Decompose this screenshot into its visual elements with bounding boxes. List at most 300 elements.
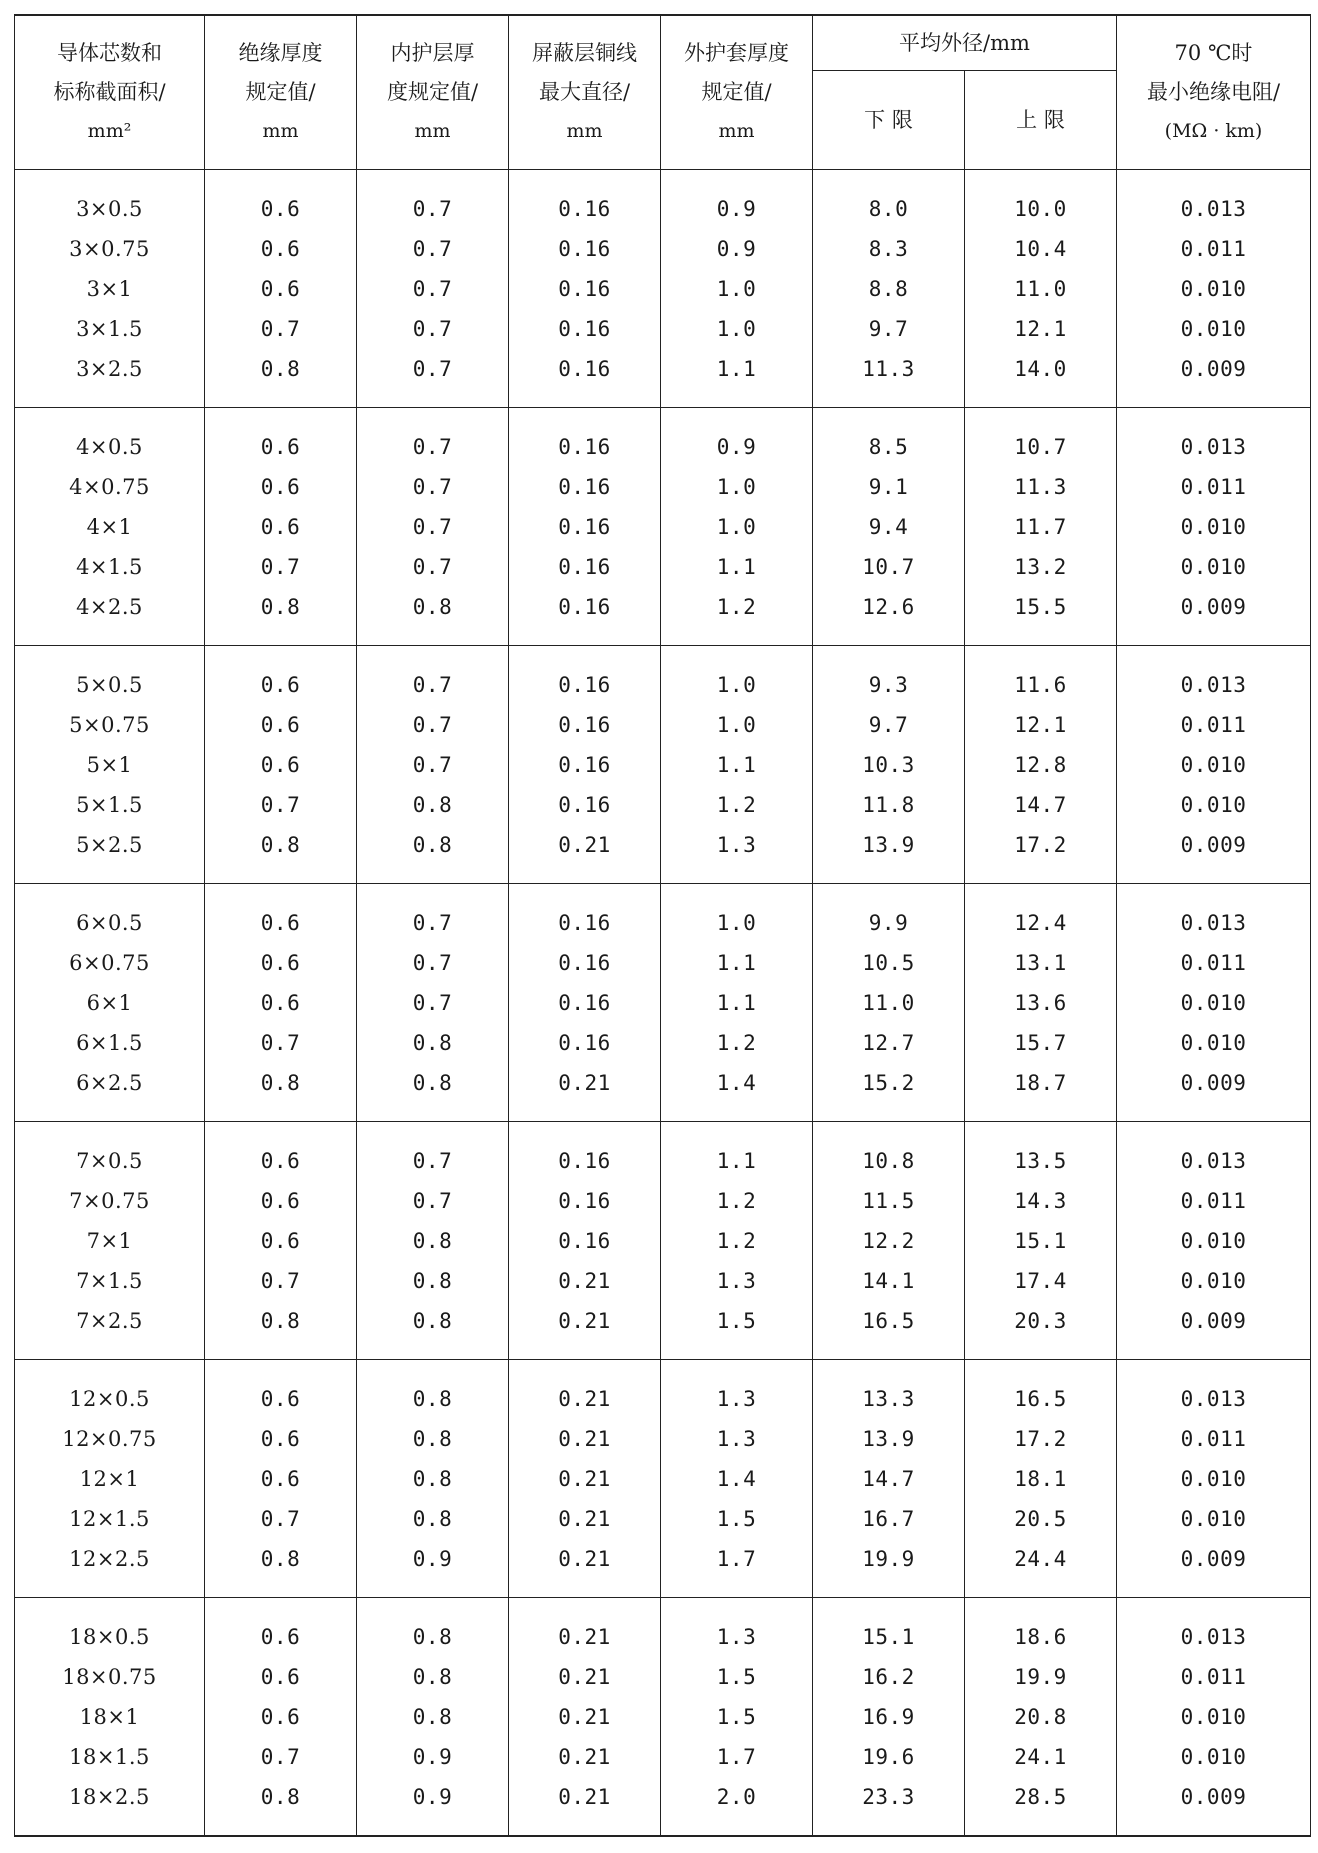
header-insulation-line1: 绝缘厚度 (238, 41, 323, 65)
cell-value: 1.0 (716, 514, 757, 539)
cell-value: 1.3 (716, 1386, 757, 1411)
table-header (15, 15, 1311, 170)
cell-value: 0.6 (260, 1228, 301, 1253)
cell-value: 8.0 (868, 196, 909, 221)
cell-value: 11.0 (862, 990, 915, 1015)
cell-value: 0.7 (412, 1188, 453, 1213)
cell-value: 0.16 (558, 1030, 611, 1055)
cell-value: 8.5 (868, 434, 909, 459)
header-shield-wire-unit: mm (566, 120, 603, 142)
cell-value: 10.7 (1014, 434, 1067, 459)
cell-outer-sheath (661, 884, 813, 1122)
cell-value: 0.16 (558, 950, 611, 975)
cell-value: 0.013 (1180, 434, 1247, 459)
cell-value: 0.7 (412, 672, 453, 697)
cell-value: 0.16 (558, 792, 611, 817)
cell-value: 8.8 (868, 276, 909, 301)
cell-value: 6×0.5 (76, 910, 143, 935)
cell-value: 0.7 (260, 792, 301, 817)
cell-lower (813, 1360, 965, 1598)
header-outer-sheath (661, 15, 813, 170)
cell-value: 16.5 (862, 1308, 915, 1333)
cell-value: 1.0 (716, 712, 757, 737)
cell-value: 0.9 (412, 1784, 453, 1809)
cell-value: 23.3 (862, 1784, 915, 1809)
header-outer-sheath-unit: mm (718, 120, 755, 142)
cell-value: 11.8 (862, 792, 915, 817)
header-inner-sheath-line2: 度规定值/ (386, 80, 479, 104)
cell-value: 0.7 (412, 910, 453, 935)
cell-value: 0.16 (558, 196, 611, 221)
cell-value: 18×1 (79, 1704, 140, 1729)
cell-value: 13.2 (1014, 554, 1067, 579)
cell-value: 0.7 (260, 1030, 301, 1055)
cell-value: 0.6 (260, 950, 301, 975)
table-row-group (15, 1598, 1311, 1837)
cell-value: 0.009 (1180, 1546, 1247, 1571)
cell-value: 1.5 (716, 1506, 757, 1531)
cell-value: 1.1 (716, 356, 757, 381)
cell-value: 0.011 (1180, 1664, 1247, 1689)
cell-value: 1.0 (716, 316, 757, 341)
cell-value: 0.8 (260, 832, 301, 857)
cell-value: 0.011 (1180, 950, 1247, 975)
cell-lower (813, 884, 965, 1122)
cell-value: 11.0 (1014, 276, 1067, 301)
cell-resistance (1117, 646, 1311, 884)
cell-value: 17.2 (1014, 832, 1067, 857)
cell-value: 0.7 (260, 554, 301, 579)
cell-spec (15, 1360, 205, 1598)
header-lower: 下 限 (813, 71, 965, 170)
cell-upper (965, 408, 1117, 646)
cell-value: 0.7 (412, 752, 453, 777)
cell-value: 0.16 (558, 1228, 611, 1253)
cell-value: 3×1.5 (76, 316, 143, 341)
cell-value: 0.21 (558, 1386, 611, 1411)
cell-spec (15, 1598, 205, 1837)
cell-value: 9.7 (868, 712, 909, 737)
cell-value: 0.013 (1180, 1148, 1247, 1173)
cell-value: 17.4 (1014, 1268, 1067, 1293)
cell-value: 5×2.5 (76, 832, 143, 857)
cell-value: 0.7 (412, 236, 453, 261)
header-upper: 上 限 (965, 71, 1117, 170)
cell-value: 4×0.5 (76, 434, 143, 459)
cell-value: 5×1.5 (76, 792, 143, 817)
cell-value: 7×1.5 (76, 1268, 143, 1293)
cell-value: 0.8 (412, 1308, 453, 1333)
cell-value: 0.6 (260, 1624, 301, 1649)
cell-value: 4×2.5 (76, 594, 143, 619)
cell-value: 9.9 (868, 910, 909, 935)
cell-value: 15.1 (1014, 1228, 1067, 1253)
cell-value: 0.21 (558, 1466, 611, 1491)
cell-value: 0.7 (412, 434, 453, 459)
cell-value: 0.6 (260, 236, 301, 261)
cell-value: 19.9 (1014, 1664, 1067, 1689)
cell-value: 1.5 (716, 1308, 757, 1333)
cell-spec (15, 884, 205, 1122)
cell-value: 0.8 (412, 1030, 453, 1055)
cell-value: 0.16 (558, 474, 611, 499)
cell-value: 4×0.75 (69, 474, 150, 499)
cell-value: 0.010 (1180, 1744, 1247, 1769)
cell-value: 0.013 (1180, 1386, 1247, 1411)
cell-resistance (1117, 408, 1311, 646)
cell-value: 0.21 (558, 832, 611, 857)
cell-value: 12.1 (1014, 712, 1067, 737)
cell-value: 0.16 (558, 554, 611, 579)
cell-value: 6×1 (86, 990, 133, 1015)
cell-value: 0.009 (1180, 356, 1247, 381)
cell-value: 0.21 (558, 1308, 611, 1333)
cell-insulation (205, 646, 357, 884)
cell-shield-wire (509, 1360, 661, 1598)
cell-value: 1.3 (716, 1624, 757, 1649)
cell-value: 12.4 (1014, 910, 1067, 935)
cell-value: 7×0.75 (69, 1188, 150, 1213)
cell-value: 0.7 (412, 712, 453, 737)
cell-value: 0.21 (558, 1506, 611, 1531)
cell-value: 0.21 (558, 1744, 611, 1769)
cell-value: 15.1 (862, 1624, 915, 1649)
cell-value: 0.16 (558, 672, 611, 697)
cell-value: 0.6 (260, 1148, 301, 1173)
cell-value: 0.9 (412, 1744, 453, 1769)
cell-value: 20.5 (1014, 1506, 1067, 1531)
cell-value: 19.6 (862, 1744, 915, 1769)
cell-value: 0.7 (412, 196, 453, 221)
cell-value: 18×0.5 (69, 1624, 150, 1649)
cell-shield-wire (509, 646, 661, 884)
cell-value: 0.21 (558, 1624, 611, 1649)
cell-outer-sheath (661, 646, 813, 884)
cell-value: 14.7 (1014, 792, 1067, 817)
cell-value: 0.010 (1180, 276, 1247, 301)
cell-value: 0.6 (260, 196, 301, 221)
cell-value: 1.5 (716, 1664, 757, 1689)
cell-value: 18×1.5 (69, 1744, 150, 1769)
cell-upper (965, 1598, 1117, 1837)
cell-value: 0.21 (558, 1664, 611, 1689)
cell-value: 0.8 (412, 594, 453, 619)
cell-value: 11.3 (862, 356, 915, 381)
header-resistance (1117, 15, 1311, 170)
cell-spec (15, 1122, 205, 1360)
cell-value: 0.16 (558, 434, 611, 459)
header-resistance-line2: 最小绝缘电阻/ (1146, 80, 1281, 104)
cell-value: 0.009 (1180, 1308, 1247, 1333)
cell-value: 7×0.5 (76, 1148, 143, 1173)
cell-value: 0.7 (412, 356, 453, 381)
cell-value: 0.010 (1180, 990, 1247, 1015)
cell-value: 0.21 (558, 1784, 611, 1809)
cell-value: 0.6 (260, 1386, 301, 1411)
cell-value: 1.2 (716, 1030, 757, 1055)
cell-value: 13.6 (1014, 990, 1067, 1015)
cell-inner-sheath (357, 1598, 509, 1837)
cell-upper (965, 646, 1117, 884)
cell-value: 1.2 (716, 594, 757, 619)
cell-value: 1.7 (716, 1744, 757, 1769)
cell-inner-sheath (357, 646, 509, 884)
cell-value: 0.8 (412, 832, 453, 857)
header-shield-wire-line2: 最大直径/ (538, 80, 631, 104)
header-resistance-unit: (MΩ · km) (1164, 120, 1263, 142)
table-row-group (15, 170, 1311, 408)
cell-value: 0.9 (716, 236, 757, 261)
cell-value: 0.6 (260, 1664, 301, 1689)
cell-value: 0.6 (260, 990, 301, 1015)
cell-value: 0.8 (412, 1228, 453, 1253)
cell-value: 4×1 (86, 514, 133, 539)
cell-value: 0.6 (260, 1426, 301, 1451)
cell-value: 18×2.5 (69, 1784, 150, 1809)
cell-value: 1.2 (716, 1188, 757, 1213)
cell-value: 0.7 (260, 316, 301, 341)
cell-value: 0.6 (260, 514, 301, 539)
cell-value: 0.16 (558, 594, 611, 619)
cell-value: 0.011 (1180, 712, 1247, 737)
cell-upper (965, 1122, 1117, 1360)
cell-resistance (1117, 884, 1311, 1122)
cell-shield-wire (509, 408, 661, 646)
cell-value: 2.0 (716, 1784, 757, 1809)
cell-value: 4×1.5 (76, 554, 143, 579)
cell-value: 0.21 (558, 1426, 611, 1451)
header-insulation (205, 15, 357, 170)
cell-value: 12.1 (1014, 316, 1067, 341)
cell-value: 1.1 (716, 1148, 757, 1173)
cell-value: 0.7 (412, 990, 453, 1015)
cell-value: 0.7 (412, 474, 453, 499)
cell-value: 28.5 (1014, 1784, 1067, 1809)
table-row-group (15, 1360, 1311, 1598)
cell-value: 0.011 (1180, 474, 1247, 499)
cell-value: 10.8 (862, 1148, 915, 1173)
cell-value: 24.4 (1014, 1546, 1067, 1571)
cell-value: 0.8 (412, 1506, 453, 1531)
cell-value: 0.8 (412, 1070, 453, 1095)
cell-value: 0.8 (412, 1268, 453, 1293)
cell-upper (965, 884, 1117, 1122)
cell-lower (813, 1598, 965, 1837)
cell-value: 10.4 (1014, 236, 1067, 261)
header-spec-unit: mm² (87, 120, 132, 142)
cell-value: 0.6 (260, 672, 301, 697)
cell-value: 6×0.75 (69, 950, 150, 975)
cell-value: 0.7 (412, 1148, 453, 1173)
cell-value: 12.7 (862, 1030, 915, 1055)
cell-value: 18.7 (1014, 1070, 1067, 1095)
cell-inner-sheath (357, 408, 509, 646)
cell-value: 0.7 (260, 1744, 301, 1769)
cell-lower (813, 170, 965, 408)
cell-value: 18.1 (1014, 1466, 1067, 1491)
cell-value: 0.16 (558, 356, 611, 381)
cell-value: 0.7 (260, 1268, 301, 1293)
cell-outer-sheath (661, 408, 813, 646)
cell-value: 1.7 (716, 1546, 757, 1571)
table-row-group (15, 646, 1311, 884)
cell-outer-sheath (661, 1360, 813, 1598)
cell-value: 8.3 (868, 236, 909, 261)
cell-shield-wire (509, 170, 661, 408)
cell-value: 16.5 (1014, 1386, 1067, 1411)
cell-value: 0.16 (558, 514, 611, 539)
cell-value: 0.010 (1180, 1228, 1247, 1253)
header-inner-sheath-unit: mm (414, 120, 451, 142)
cell-value: 0.011 (1180, 1188, 1247, 1213)
cell-resistance (1117, 1598, 1311, 1837)
cell-value: 10.5 (862, 950, 915, 975)
header-spec-line1: 导体芯数和 (57, 41, 162, 65)
header-inner-sheath-line1: 内护层厚 (390, 41, 475, 65)
cell-value: 11.5 (862, 1188, 915, 1213)
cell-value: 24.1 (1014, 1744, 1067, 1769)
cell-value: 0.6 (260, 712, 301, 737)
cell-value: 0.010 (1180, 1030, 1247, 1055)
cell-value: 0.9 (412, 1546, 453, 1571)
cell-value: 1.3 (716, 1426, 757, 1451)
cell-value: 20.8 (1014, 1704, 1067, 1729)
cell-value: 14.7 (862, 1466, 915, 1491)
cell-value: 17.2 (1014, 1426, 1067, 1451)
cell-value: 1.2 (716, 1228, 757, 1253)
cell-value: 0.010 (1180, 1268, 1247, 1293)
cell-shield-wire (509, 1598, 661, 1837)
cell-resistance (1117, 1360, 1311, 1598)
cell-value: 9.7 (868, 316, 909, 341)
cell-value: 0.010 (1180, 1506, 1247, 1531)
cell-value: 12×1 (79, 1466, 140, 1491)
cell-value: 7×2.5 (76, 1308, 143, 1333)
cell-value: 18×0.75 (62, 1664, 157, 1689)
cell-value: 12.2 (862, 1228, 915, 1253)
cell-value: 12×0.75 (62, 1426, 157, 1451)
cell-insulation (205, 1598, 357, 1837)
cell-value: 0.009 (1180, 832, 1247, 857)
cell-value: 0.8 (412, 1664, 453, 1689)
cell-value: 0.7 (412, 514, 453, 539)
cell-value: 0.21 (558, 1070, 611, 1095)
cell-value: 12×0.5 (69, 1386, 150, 1411)
cell-value: 0.8 (260, 356, 301, 381)
cell-value: 3×1 (86, 276, 133, 301)
cell-value: 10.3 (862, 752, 915, 777)
cell-value: 14.0 (1014, 356, 1067, 381)
cell-value: 0.009 (1180, 1784, 1247, 1809)
cell-value: 3×2.5 (76, 356, 143, 381)
cell-value: 0.21 (558, 1704, 611, 1729)
cell-outer-sheath (661, 1598, 813, 1837)
cell-value: 1.3 (716, 1268, 757, 1293)
cell-value: 9.1 (868, 474, 909, 499)
cell-value: 0.010 (1180, 554, 1247, 579)
cell-value: 11.7 (1014, 514, 1067, 539)
cell-value: 0.16 (558, 752, 611, 777)
cell-value: 0.16 (558, 712, 611, 737)
cell-value: 13.9 (862, 1426, 915, 1451)
cell-value: 6×2.5 (76, 1070, 143, 1095)
cell-shield-wire (509, 884, 661, 1122)
header-outer-sheath-line1: 外护套厚度 (684, 41, 789, 65)
cell-value: 7×1 (86, 1228, 133, 1253)
cell-lower (813, 408, 965, 646)
cell-value: 12×2.5 (69, 1546, 150, 1571)
cell-insulation (205, 884, 357, 1122)
cell-value: 0.7 (412, 554, 453, 579)
cell-value: 0.9 (716, 434, 757, 459)
cell-value: 0.6 (260, 276, 301, 301)
cell-value: 0.010 (1180, 514, 1247, 539)
cell-value: 1.1 (716, 950, 757, 975)
cell-value: 11.6 (1014, 672, 1067, 697)
cell-value: 1.0 (716, 910, 757, 935)
header-outer-sheath-line2: 规定值/ (701, 80, 772, 104)
header-inner-sheath (357, 15, 509, 170)
cell-value: 0.16 (558, 990, 611, 1015)
cell-shield-wire (509, 1122, 661, 1360)
cell-value: 13.5 (1014, 1148, 1067, 1173)
header-insulation-unit: mm (262, 120, 299, 142)
cell-upper (965, 170, 1117, 408)
cell-value: 0.010 (1180, 752, 1247, 777)
cell-value: 1.4 (716, 1466, 757, 1491)
cell-value: 0.7 (260, 1506, 301, 1531)
cell-value: 1.5 (716, 1704, 757, 1729)
cell-value: 0.9 (716, 196, 757, 221)
cell-value: 1.0 (716, 672, 757, 697)
cell-value: 16.2 (862, 1664, 915, 1689)
cell-value: 15.7 (1014, 1030, 1067, 1055)
cell-value: 1.1 (716, 990, 757, 1015)
cell-value: 13.1 (1014, 950, 1067, 975)
cell-value: 0.16 (558, 236, 611, 261)
cell-value: 5×1 (86, 752, 133, 777)
cell-value: 0.6 (260, 474, 301, 499)
cell-outer-sheath (661, 170, 813, 408)
cell-insulation (205, 1360, 357, 1598)
cell-value: 3×0.5 (76, 196, 143, 221)
cell-value: 0.010 (1180, 1704, 1247, 1729)
cell-value: 1.2 (716, 792, 757, 817)
cell-value: 0.6 (260, 1704, 301, 1729)
cell-value: 0.013 (1180, 1624, 1247, 1649)
cell-inner-sheath (357, 1122, 509, 1360)
header-shield-wire (509, 15, 661, 170)
cell-value: 0.6 (260, 1466, 301, 1491)
cell-value: 0.8 (260, 1308, 301, 1333)
cable-spec-table (14, 14, 1311, 1837)
cell-outer-sheath (661, 1122, 813, 1360)
cell-value: 0.8 (412, 1426, 453, 1451)
cell-value: 16.9 (862, 1704, 915, 1729)
cell-value: 0.8 (412, 1624, 453, 1649)
cell-value: 0.011 (1180, 236, 1247, 261)
cell-value: 0.013 (1180, 196, 1247, 221)
cell-value: 0.8 (412, 1704, 453, 1729)
header-spec (15, 15, 205, 170)
cell-value: 0.21 (558, 1546, 611, 1571)
cell-value: 0.8 (260, 1784, 301, 1809)
header-resistance-line1: 70 ℃时 (1174, 41, 1253, 65)
cell-value: 9.4 (868, 514, 909, 539)
table-row-group (15, 884, 1311, 1122)
cell-value: 12×1.5 (69, 1506, 150, 1531)
cell-value: 14.3 (1014, 1188, 1067, 1213)
